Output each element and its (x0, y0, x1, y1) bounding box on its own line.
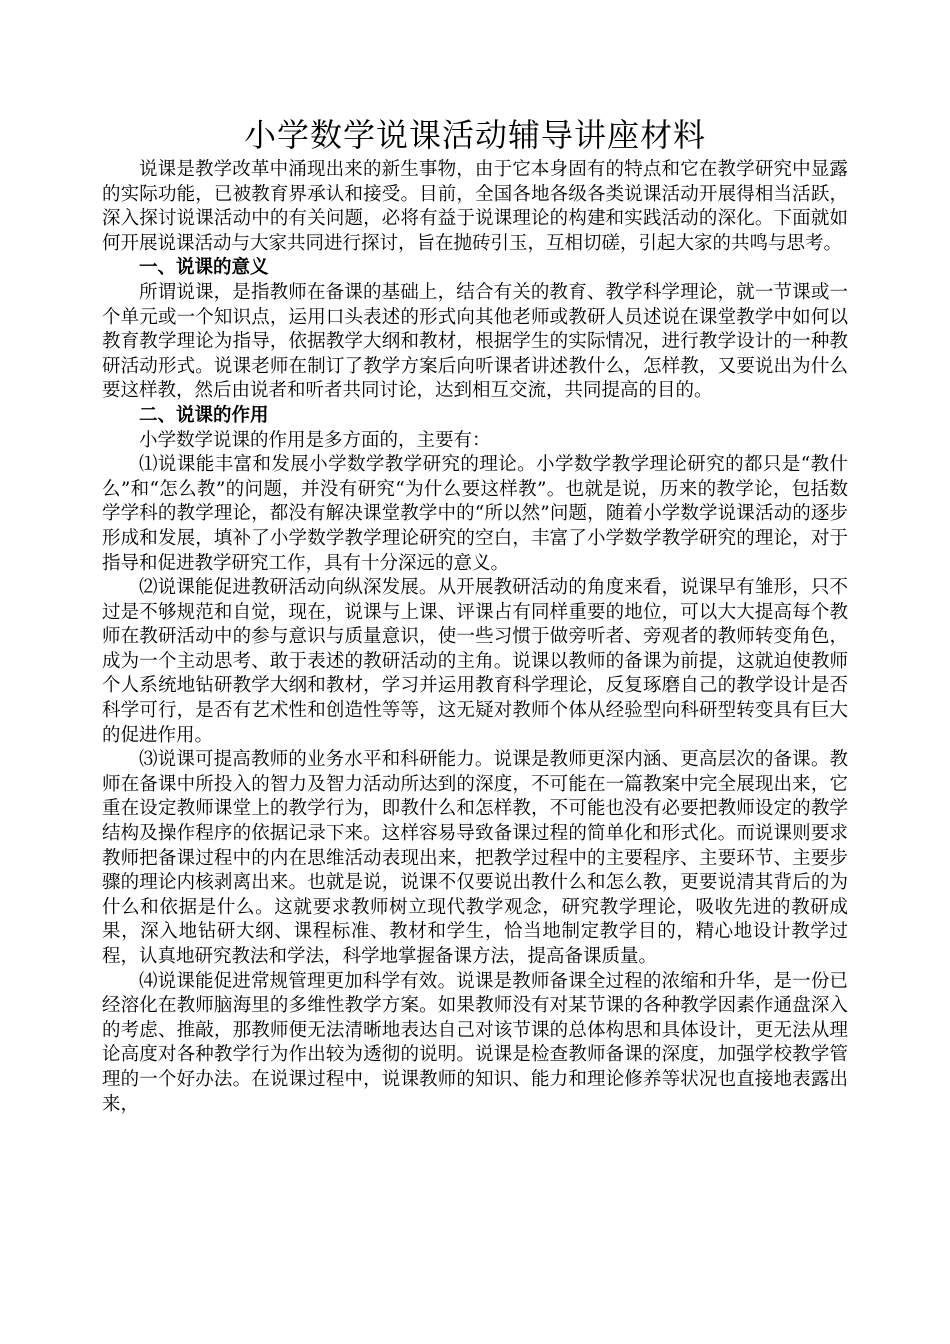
role-item-2: ⑵说课能促进教研活动向纵深发展。从开展教研活动的角度来看，说课早有雏形，只不过是不够规范和自觉，现在，说课与上课、评课占有同样重要的地位，可以大大提高每个教师在教研活动中的参与意识与质量意识，使一些习惯于做旁听者、旁观者的教师转变角色，成为一个主动思考、敢于表述的教研活动的主角。说课以教师的备课为前提，这就迫使教师个人系统地钻研教学大纲和教材，学习并运用教育科学理论，反复琢磨自己的教学设计是否科学可行，是否有艺术性和创造性等等，这无疑对教师个体从经验型向科研型转变具有巨大的促进作用。 (102, 577, 848, 746)
role-item-4: ⑷说课能促进常规管理更加科学有效。说课是教师备课全过程的浓缩和升华，是一份已经溶化在教师脑海里的多维性教学方案。如果教师没有对某节课的各种教学因素作通盘深入的考虑、推敲，那教师便无法清晰地表达自己对该节课的总体构思和具体设计，更无法从理论高度对各种教学行为作出较为透彻的说明。说课是检查教师备课的深度，加强学校教学管理的一个好办法。在说课过程中，说课教师的知识、能力和理论修养等状况也直接地表露出来， (102, 970, 848, 1115)
intro-paragraph: 说课是教学改革中涌现出来的新生事物，由于它本身固有的特点和它在教学研究中显露的实际功能，已被教育界承认和接受。目前，全国各地各级各类说课活动开展得相当活跃，深入探讨说课活动中的有关问题，必将有益于说课理论的构建和实践活动的深化。下面就如何开展说课活动与大家共同进行探讨，旨在抛砖引玉，互相切磋，引起大家的共鸣与思考。 (102, 159, 848, 254)
section-heading-role: 二、说课的作用 (139, 404, 269, 426)
document-page (102, 112, 848, 1117)
meaning-paragraph: 所谓说课，是指教师在备课的基础上，结合有关的教育、教学科学理论，就一节课或一个单元或一个知识点，运用口头表述的形式向其他老师或教研人员述说在课堂教学中如何以教育教学理论为指导，依据教学大纲和教材，根据学生的实际情况，进行教学设计的一种教研活动形式。说课老师在制订了教学方案后向听课者讲述教什么，怎样教，又要说出为什么要这样教，然后由说者和听者共同讨论，达到相互交流，共同提高的目的。 (102, 281, 848, 402)
role-item-3: ⑶说课可提高教师的业务水平和科研能力。说课是教师更深内涵、更高层次的备课。教师在备课中所投入的智力及智力活动所达到的深度，不可能在一篇教案中完全展现出来，它重在设定教师课堂上的教学行为，即教什么和怎样教，不可能也没有必要把教师设定的教学结构及操作程序的依据记录下来。这样容易导致备课过程的简单化和形式化。而说课则要求教师把备课过程中的内在思维活动表现出来，把教学过程中的主要程序、主要环节、主要步骤的理论内核剥离出来。也就是说，说课不仅要说出教什么和怎么教，更要说清其背后的为什么和依据是什么。这就要求教师树立现代教学观念，研究教学理论，吸收先进的教研成果，深入地钻研大纲、课程标准、教材和学生，恰当地制定教学目的，精心地设计教学过程，认真地研究教法和学法，科学地掌握备课方法，提高备课质量。 (102, 749, 848, 967)
section-heading-meaning: 一、说课的意义 (139, 257, 269, 279)
role-lead-paragraph: 小学数学说课的作用是多方面的，主要有： (139, 429, 491, 451)
page-title: 小学数学说课活动辅导讲座材料 (243, 116, 706, 154)
role-item-1: ⑴说课能丰富和发展小学数学教学研究的理论。小学数学教学理论研究的都只是“教什么”和“怎么教”的问题，并没有研究“为什么要这样教”。也就是说，历来的教学论，包括数学学科的教学理论，都没有解决课堂教学中的“所以然”问题，随着小学数学说课活动的逐步形成和发展，填补了小学数学教学理论研究的空白，丰富了小学数学教学研究的理论，对于指导和促进教学研究工作，具有十分深远的意义。 (102, 454, 848, 574)
